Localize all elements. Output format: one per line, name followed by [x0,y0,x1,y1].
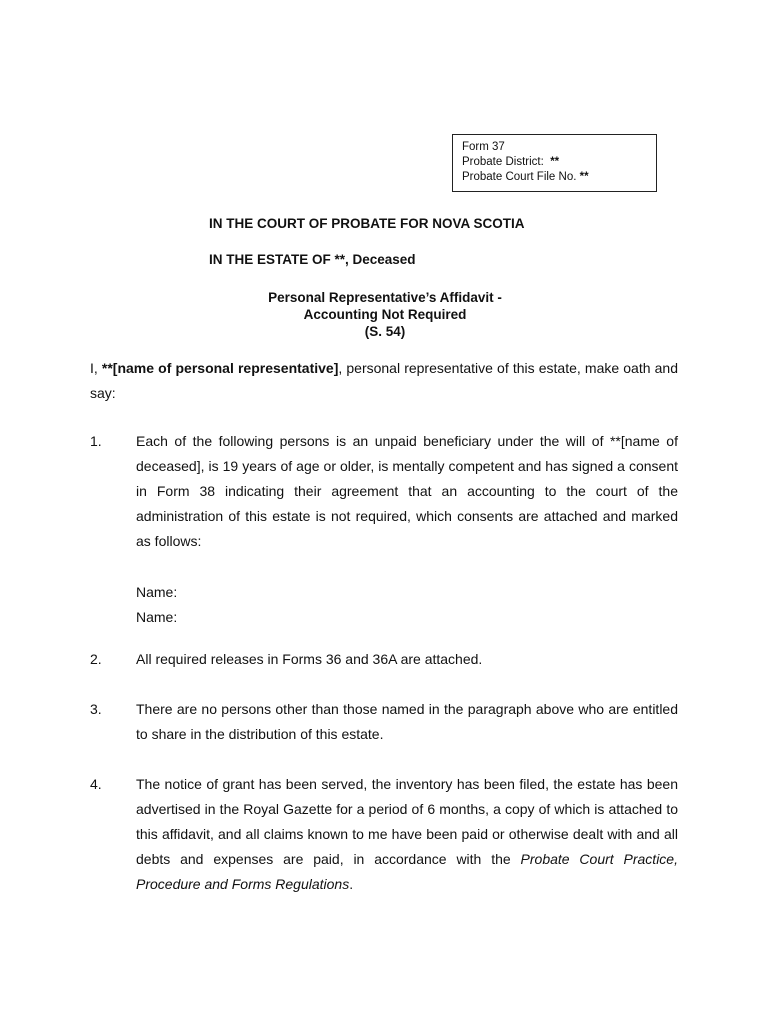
representative-name-placeholder: **[name of personal representative] [101,360,339,376]
title-line-1: Personal Representative’s Affidavit - [268,290,502,305]
paragraph-text: There are no persons other than those named in the paragraph above who are entitled to share in the distribution of this estate. [136,701,678,742]
title-line-3: (S. 54) [364,324,406,339]
form-info-box [452,134,657,192]
paragraph-4-text: The notice of grant has been served, the inventory has been filed, the estate has been advertised in the Royal Gazette for a period of 6 months, a copy of which is attached to this affidavit, and all claims known to me have been paid or otherwise dealt with and all debts and expenses are paid, in accordance with the [136,776,678,867]
probate-district-label: Probate District: [462,156,544,168]
paragraph-text [136,772,678,897]
paragraph-text: Each of the following persons is an unpaid beneficiary under the will of **[name of deceased], is 19 years of age or older, is mentally competent and has signed a consent in Form 38 indicating their agreement that an accounting to the court of the administration of this estate is not required, which consents are attached and marked as follows: [136,433,678,549]
probate-district-value: ** [550,156,560,168]
name-line-1: Name: [136,584,178,600]
court-file-value: ** [579,171,589,183]
paragraph-number: 1. [90,433,102,449]
court-file-label: Probate Court File No. [462,171,577,183]
paragraph-3 [90,697,678,747]
court-file-line [462,170,647,185]
title-line-2: Accounting Not Required [303,307,467,322]
estate-heading: IN THE ESTATE OF **, Deceased [209,252,416,267]
paragraph-4-end: . [349,876,354,892]
regulations-citation: Probate Court Practice, Procedure and Forms Regulations [136,851,678,892]
paragraph-number: 4. [90,776,102,792]
document-title [160,289,610,340]
name-line-2: Name: [136,608,178,625]
intro-suffix: , personal representative of this estate, make oath and say: [90,360,678,401]
paragraph-1 [90,429,678,554]
names-list [136,580,177,629]
intro-paragraph [90,356,678,405]
probate-district-line [462,155,647,170]
paragraph-number: 2. [90,651,102,667]
intro-prefix: I, [90,360,102,376]
paragraph-4 [90,772,678,897]
paragraph-2 [90,647,678,672]
paragraph-text: All required releases in Forms 36 and 36A are attached. [136,651,483,667]
paragraph-number: 3. [90,701,102,717]
form-number: Form 37 [462,141,505,153]
court-heading: IN THE COURT OF PROBATE FOR NOVA SCOTIA [209,216,525,231]
